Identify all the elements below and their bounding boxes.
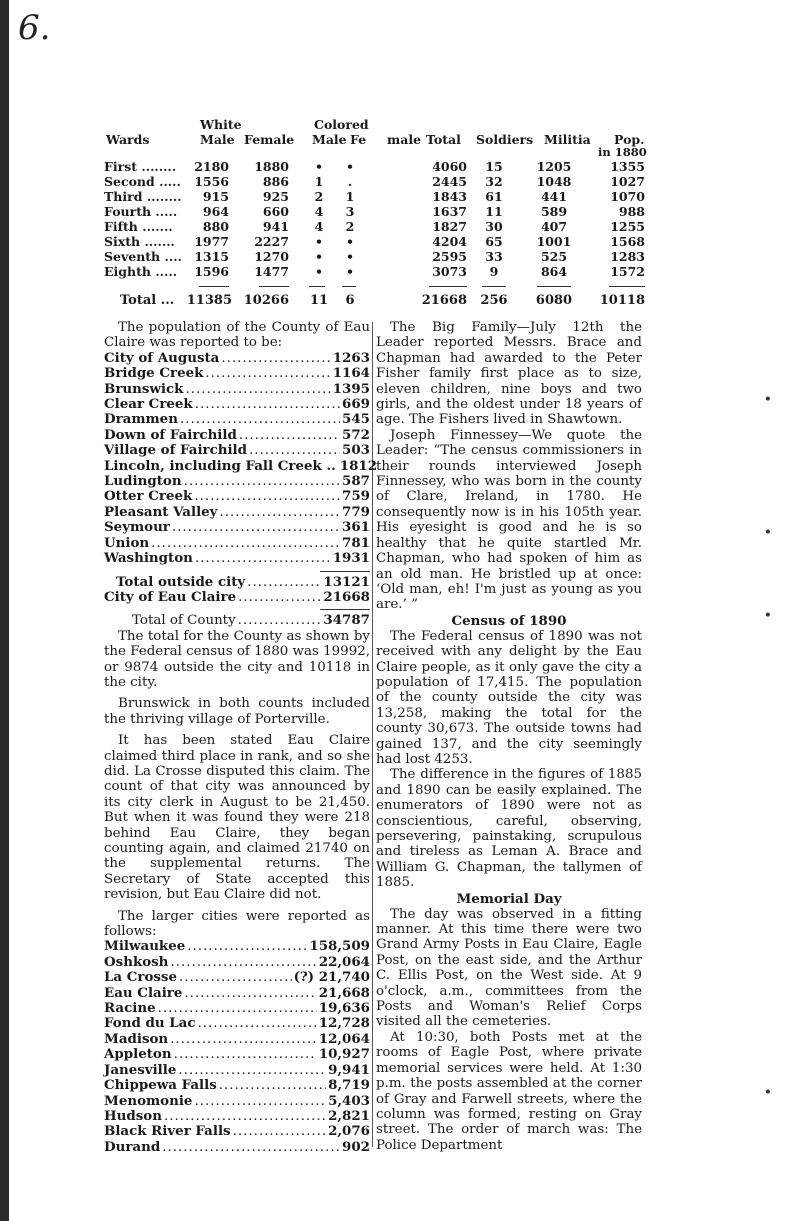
table-cell-total: 1827 [432,219,467,234]
list-item-value: 1812 [339,457,378,474]
list-item [104,1063,370,1078]
total-pop: 10118 [599,293,645,308]
table-cell-ward: Seventh .... [104,249,182,264]
table-cell-cm: 4 [314,219,324,234]
table-cell-cf: • [346,249,354,264]
table-cell-wm: 880 [202,219,229,234]
list-item [104,1001,370,1016]
list-item-name: Durand [104,1138,161,1155]
census-table [104,115,649,309]
list-item-name: Brunswick [104,380,184,397]
table-cell-ward: Fifth ....... [104,219,173,234]
list-item [104,489,370,504]
header-white: White [200,117,242,132]
total-militia: 6080 [535,293,573,308]
list-item [104,428,370,443]
table-cell-wm: 964 [202,204,229,219]
list-item [104,412,370,427]
list-item [104,939,370,954]
list-item [104,1016,370,1031]
table-cell-ward: Sixth ....... [104,234,175,249]
table-cell-cm: 1 [314,174,324,189]
list-item [104,1078,370,1093]
list-item [104,986,370,1001]
total-outside-row [104,575,370,590]
table-cell-soldiers: 15 [485,159,503,174]
table-cell-militia: 441 [540,189,568,204]
row-name: Total of County [132,613,236,629]
table-cell-cf: • [346,159,354,174]
list-item [104,1047,370,1062]
table-cell-militia: 864 [540,264,568,279]
table-cell-militia: 407 [540,219,568,234]
table-cell-wm: 1596 [194,264,229,279]
table-cell-ward: Eighth ..... [104,264,178,279]
list-item-name: La Crosse [104,969,177,986]
scan-border [0,0,9,1221]
table-cell-militia: 525 [540,249,568,264]
list-item [104,536,370,551]
table-cell-militia: 1001 [536,234,572,249]
paragraph: Brunswick in both counts included the thriving village of Porterville. [104,696,370,727]
margin-mark: • [763,392,772,408]
total-colored-male: 11 [309,293,329,308]
list-item [104,397,370,412]
list-item-value: 1263 [332,349,370,366]
table-cell-total: 2445 [432,174,467,189]
list-item-value: 21,668 [318,984,370,1001]
list-item-value: 902 [342,1138,370,1155]
list-item-name: Madison [104,1030,169,1047]
list-item-name: Hudson [104,1107,162,1124]
list-item-value: 5,403 [328,1092,370,1109]
list-item-name: Otter Creek [104,488,193,505]
table-cell-cm: • [315,264,323,279]
list-item [104,1109,370,1124]
list-item-name: Fond du Lac [104,1015,196,1032]
table-cell-total: 4204 [432,234,467,249]
table-cell-wf: 2227 [254,234,289,249]
heading-census-1890: Census of 1890 [451,612,567,629]
table-cell-cf: • [346,264,354,279]
table-row [104,219,649,234]
table-cell-total: 1637 [432,204,467,219]
row-value: 21668 [323,588,370,605]
table-cell-cf: • [346,234,354,249]
list-item-name: Black River Falls [104,1123,231,1140]
list-item-value: 587 [342,473,370,490]
table-cell-cm: • [315,159,323,174]
list-item [104,1140,370,1155]
header-colored-male: Male [312,132,347,147]
list-item-value: 12,728 [318,1015,370,1032]
list-item-name: Chippewa Falls [104,1077,217,1094]
row-value: 34787 [323,612,370,629]
list-item [104,970,370,985]
table-cell-wf: 660 [262,204,289,219]
list-item-value: 545 [342,411,370,428]
list-item-value: 759 [342,488,370,505]
table-cell-cf: 2 [345,219,355,234]
census-rules [104,279,649,293]
paragraph: The larger cities were reported as follows: [104,908,370,940]
divider [320,609,370,610]
paragraph: At 10:30, both Posts met at the rooms of Eagle Post, where private memorial services were held. At 1:30 p.m. the posts assembled at the corner of Gray and Farwell streets, where the column was formed, resting on Gray street. The order of march was: The Police Department [376,1029,642,1153]
list-item-name: Pleasant Valley [104,503,218,520]
list-item-name: Racine [104,1000,156,1017]
table-row [104,249,649,264]
list-item [104,474,370,489]
table-cell-pop: 1355 [610,159,645,174]
table-cell-cm: 4 [314,204,324,219]
table-cell-wm: 1556 [194,174,229,189]
paragraph: The total for the County as shown by the Federal census of 1880 was 19992, or 9874 outside the city and 10118 in the city. [104,628,370,690]
total-label: Total ... [120,293,175,308]
table-row [104,264,649,279]
table-cell-wf: 1270 [254,249,289,264]
page-number: 6. [18,8,51,48]
paragraph-finnessey: Joseph Finnessey—We quote the Leader: “The census commissioners in their rounds interviewed Joseph Finnessey, who was born in the county of Clare, Ireland, in 1780. He consequently now is in his 105th year. His eyesight is good and he is so healthy that he quite startled Mr. Chapman, who had spoken of him as an old man. He bristled up at once: ‘Old man, eh! I'm just as young as you are.’ ” [376,427,642,613]
towns-list [104,349,378,567]
table-cell-wf: 1477 [254,264,289,279]
table-cell-pop: 1070 [610,189,645,204]
list-item-name: Lincoln, including Fall Creek .. [104,457,336,474]
header-wards: Wards [106,132,150,147]
table-cell-soldiers: 33 [485,249,503,264]
table-cell-wm: 2180 [194,159,229,174]
table-cell-soldiers: 9 [489,264,499,279]
list-item-name: City of Augusta [104,349,220,366]
table-cell-militia: 1048 [536,174,572,189]
list-item [104,1124,370,1139]
list-item-value: 669 [342,396,370,413]
header-total: Total [426,132,461,147]
list-item-value: 19,636 [318,1000,370,1017]
paragraph: The Federal census of 1890 was not received with any delight by the Eau Claire people, as it only gave the city a population of 17,415. The population of the county outside the city was 13,258, making the total for the county 30,673. The outside towns had gained 137, and the city seemingly had lost 4253. [376,628,642,767]
header-soldiers: Soldiers [476,132,534,147]
row-name: Total outside city [116,573,246,590]
paragraph: The day was observed in a fitting manner. At this time there were two Grand Army Posts in Eau Claire, Eagle Post, on the east side, and the Arthur C. Ellis Post, on the West side. At 9 o'clock, a.m., committees from the Posts and Woman's Relief Corps visited all the cemeteries. [376,906,642,1030]
county-intro: The population of the County of Eau Claire was reported to be: [104,320,370,351]
list-item-value: 2,076 [328,1123,370,1140]
list-item-value: (?) 21,740 [293,969,370,986]
table-cell-pop: 1568 [610,234,645,249]
list-item [104,955,370,970]
list-item-value: 8,719 [328,1077,370,1094]
census-total-row [104,293,649,309]
list-item-value: 22,064 [318,953,370,970]
list-item [104,382,370,397]
header-female: Female [244,132,295,147]
total-total: 21668 [421,293,467,308]
heading-memorial-day: Memorial Day [456,890,562,907]
table-cell-soldiers: 32 [485,174,503,189]
header-pop-year: in 1880 [598,145,647,159]
list-item-value: 1395 [332,380,370,397]
list-item [104,505,370,520]
table-cell-total: 3073 [432,264,467,279]
header-colored: Colored [314,117,369,132]
list-item-name: Ludington [104,473,182,490]
table-cell-wf: 941 [262,219,289,234]
list-item-value: 361 [342,519,370,536]
table-cell-militia: 589 [540,204,568,219]
list-item-value: 158,509 [309,938,370,955]
table-cell-soldiers: 30 [485,219,503,234]
table-cell-wm: 1977 [194,234,229,249]
table-cell-total: 4060 [432,159,467,174]
row-value: 13121 [323,573,370,590]
list-item-name: Oshkosh [104,953,169,970]
header-colored-male2: male [387,132,422,147]
list-item [104,1032,370,1047]
total-colored-female: 6 [345,293,355,308]
header-colored-fe: Fe [350,132,367,147]
table-row [104,174,649,189]
margin-mark: • [763,1085,772,1101]
header-male: Male [200,132,235,147]
list-item-value: 12,064 [318,1030,370,1047]
list-item-value: 1931 [332,550,370,567]
table-cell-ward: Third ........ [104,189,182,204]
table-cell-ward: First ........ [104,159,177,174]
list-item-name: Union [104,534,150,551]
list-item-name: Appleton [104,1046,172,1063]
total-white-male: 11385 [186,293,232,308]
list-item [104,1094,370,1109]
list-item [104,366,370,381]
table-cell-soldiers: 11 [485,204,503,219]
total-county-row [104,613,370,628]
table-cell-militia: 1205 [536,159,572,174]
header-pop: Pop. [614,132,645,147]
list-item-name: Clear Creek [104,396,193,413]
table-cell-pop: 1255 [610,219,645,234]
table-cell-cm: 2 [314,189,324,204]
right-column [376,320,642,1153]
list-item-value: 572 [342,426,370,443]
list-item [104,351,370,366]
table-cell-ward: Second ..... [104,174,181,189]
table-cell-soldiers: 65 [485,234,503,249]
list-item-value: 781 [342,534,370,551]
header-militia: Militia [544,132,591,147]
list-item-name: Janesville [104,1061,177,1078]
table-cell-wm: 1315 [194,249,229,264]
table-cell-cf: . [347,174,353,189]
city-row [104,590,370,605]
table-row [104,234,649,249]
cities-list [104,939,370,1155]
table-cell-wf: 925 [262,189,289,204]
list-item [104,551,370,566]
margin-mark: • [763,525,772,541]
total-soldiers: 256 [480,293,508,308]
list-item-value: 503 [342,442,370,459]
census-table-header [104,115,649,159]
census-rows [104,159,649,279]
row-name: City of Eau Claire [104,588,237,605]
table-cell-pop: 1572 [610,264,645,279]
table-cell-cf: 1 [345,189,355,204]
table-row [104,189,649,204]
list-item [104,457,378,474]
divider [320,571,370,572]
list-item-name: Milwaukee [104,938,186,955]
paragraph-big-family: The Big Family—July 12th the Leader reported Messrs. Brace and Chapman had awarded to the Peter Fisher family first place as to size, eleven children, nine boys and two girls, and the oldest under 18 years of age. The Fishers lived in Shawtown. [376,320,642,428]
total-white-female: 10266 [243,293,289,308]
table-cell-soldiers: 61 [485,189,503,204]
table-cell-ward: Fourth ..... [104,204,178,219]
left-column [104,320,378,1155]
list-item-value: 779 [342,503,370,520]
table-cell-cm: • [315,234,323,249]
table-cell-total: 2595 [432,249,467,264]
table-cell-cm: • [315,249,323,264]
paragraph: It has been stated Eau Claire claimed third place in rank, and so she did. La Crosse disputed this claim. The count of that city was announced by its city clerk in August to be 21,450. But when it was found they were 218 behind Eau Claire, they began counting again, and claimed 21740 on the supplemental returns. The Secretary of State accepted this revision, but Eau Claire did not. [104,733,370,903]
list-item-value: 1164 [332,365,370,382]
table-cell-pop: 1027 [610,174,645,189]
list-item-value: 10,927 [318,1046,370,1063]
list-item-value: 2,821 [328,1107,370,1124]
list-item [104,443,370,458]
list-item-name: Menomonie [104,1092,193,1109]
table-row [104,159,649,174]
column-divider [372,322,373,1147]
list-item-name: Drammen [104,411,178,428]
list-item-name: Village of Fairchild [104,442,248,459]
table-cell-pop: 1283 [610,249,645,264]
table-cell-cf: 3 [345,204,355,219]
list-item-name: Washington [104,550,193,567]
table-cell-wf: 886 [262,174,289,189]
list-item [104,520,370,535]
margin-mark: • [763,608,772,624]
table-cell-pop: 988 [618,204,645,219]
table-cell-wf: 1880 [254,159,289,174]
table-cell-total: 1843 [432,189,467,204]
paragraph: The difference in the figures of 1885 and 1890 can be easily explained. The enumerators of 1890 were not as conscientious, careful, observing, persevering, painstaking, scrupulous and tireless as Leman A. Brace and William G. Chapman, the tallymen of 1885. [376,767,642,891]
list-item-name: Seymour [104,519,170,536]
list-item-name: Bridge Creek [104,365,204,382]
list-item-value: 9,941 [328,1061,370,1078]
table-cell-wm: 915 [202,189,229,204]
table-row [104,204,649,219]
list-item-name: Down of Fairchild [104,426,237,443]
list-item-name: Eau Claire [104,984,183,1001]
